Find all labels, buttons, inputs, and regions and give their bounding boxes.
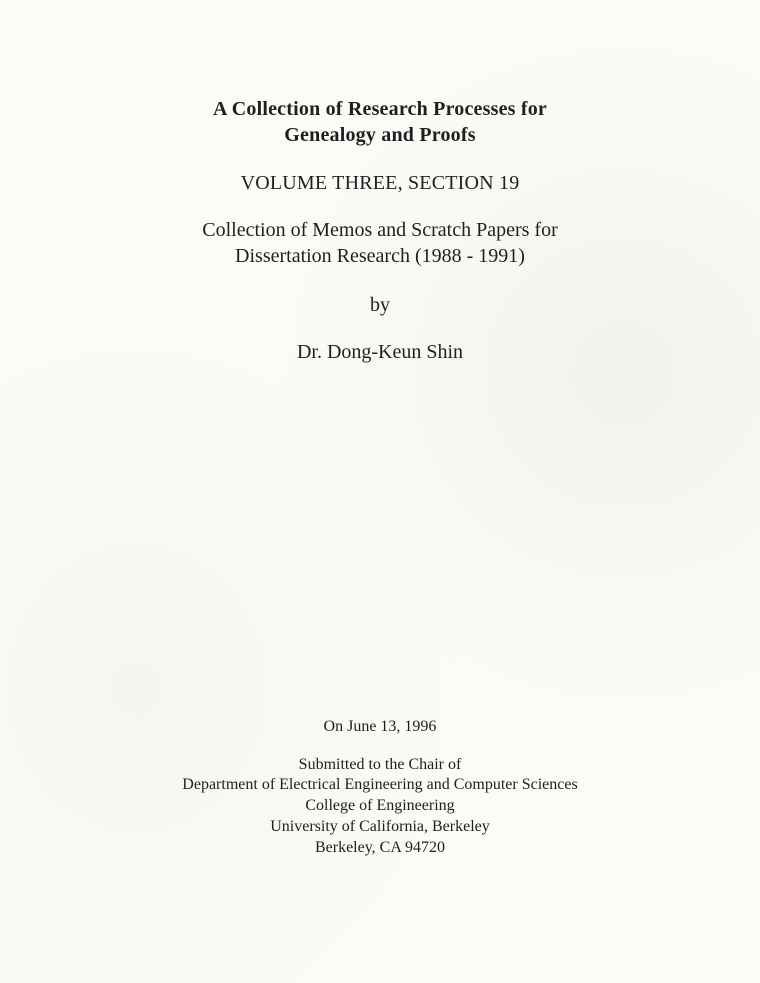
submission-line-2: Department of Electrical Engineering and Computer Sciences: [182, 776, 578, 793]
title-line-1: A Collection of Research Processes for: [213, 98, 547, 120]
author-name: Dr. Dong-Keun Shin: [296, 341, 464, 363]
subtitle-line-1: Collection of Memos and Scratch Papers for: [202, 219, 558, 241]
submission-line-4: University of California, Berkeley: [270, 818, 490, 835]
submission-date: On June 13, 1996: [323, 718, 437, 735]
submission-line-5: Berkeley, CA 94720: [314, 839, 446, 856]
submission-line-1: Submitted to the Chair of: [298, 756, 462, 773]
title-line-2: Genealogy and Proofs: [284, 124, 476, 146]
subtitle-line-2: Dissertation Research (1988 - 1991): [235, 245, 525, 267]
volume-heading: VOLUME THREE, SECTION 19: [240, 172, 520, 194]
by-label: by: [370, 294, 390, 316]
submission-line-3: College of Engineering: [305, 797, 455, 814]
